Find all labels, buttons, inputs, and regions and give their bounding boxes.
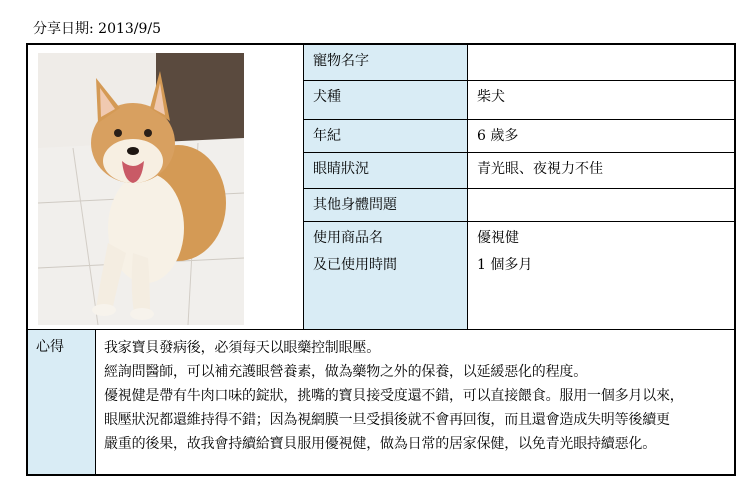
label-product-line2: 及已使用時間: [313, 257, 397, 273]
notes-label: 心得: [28, 330, 96, 474]
value-age: 6 歲多: [477, 128, 519, 144]
value-pet-name: [468, 45, 734, 80]
value-other-health: [468, 189, 734, 221]
notes-text: [96, 330, 734, 474]
label-product: [304, 222, 468, 329]
label-age: 年紀: [304, 120, 468, 152]
label-eye-condition: 眼睛狀況: [304, 153, 468, 188]
notes-line: 我家寶貝發病後，必須每天以眼藥控制眼壓。: [104, 340, 380, 356]
value-product-line1: 優視健: [477, 230, 519, 246]
photo-cell: [28, 45, 304, 330]
row-product: [304, 222, 734, 330]
value-breed: 柴犬: [477, 89, 505, 105]
notes-line: 優視健是帶有牛肉口味的錠狀，挑嘴的寶貝接受度還不錯，可以直接餵食。服用一個多月以來，: [104, 388, 684, 404]
row-breed: [304, 81, 734, 120]
notes-line: 眼壓狀況都還維持得不錯；因為視網膜一旦受損後就不會再回復，而且還會造成失明等後續更: [104, 412, 670, 428]
notes-line: 經詢問醫師，可以補充護眼營養素，做為藥物之外的保養，以延緩惡化的程度。: [104, 364, 587, 380]
label-breed: 犬種: [304, 81, 468, 119]
label-pet-name: 寵物名字: [304, 45, 468, 80]
dog-photo: [38, 53, 244, 325]
row-other-health: [304, 189, 734, 222]
value-eye-condition: 青光眼、夜視力不佳: [477, 161, 603, 177]
share-date: 分享日期: 2013/9/5: [33, 21, 162, 37]
row-eye-condition: [304, 153, 734, 189]
label-other-health: 其他身體問題: [304, 189, 468, 221]
row-age: [304, 120, 734, 153]
row-pet-name: [304, 45, 734, 81]
label-product-line1: 使用商品名: [313, 230, 383, 246]
value-product-line2: 1 個多月: [477, 257, 533, 273]
value-product: [468, 222, 734, 329]
pet-report-table: [26, 43, 736, 476]
notes-line: 嚴重的後果，故我會持續給寶貝服用優視健，做為日常的居家保健，以免青光眼持續惡化。: [104, 436, 656, 452]
